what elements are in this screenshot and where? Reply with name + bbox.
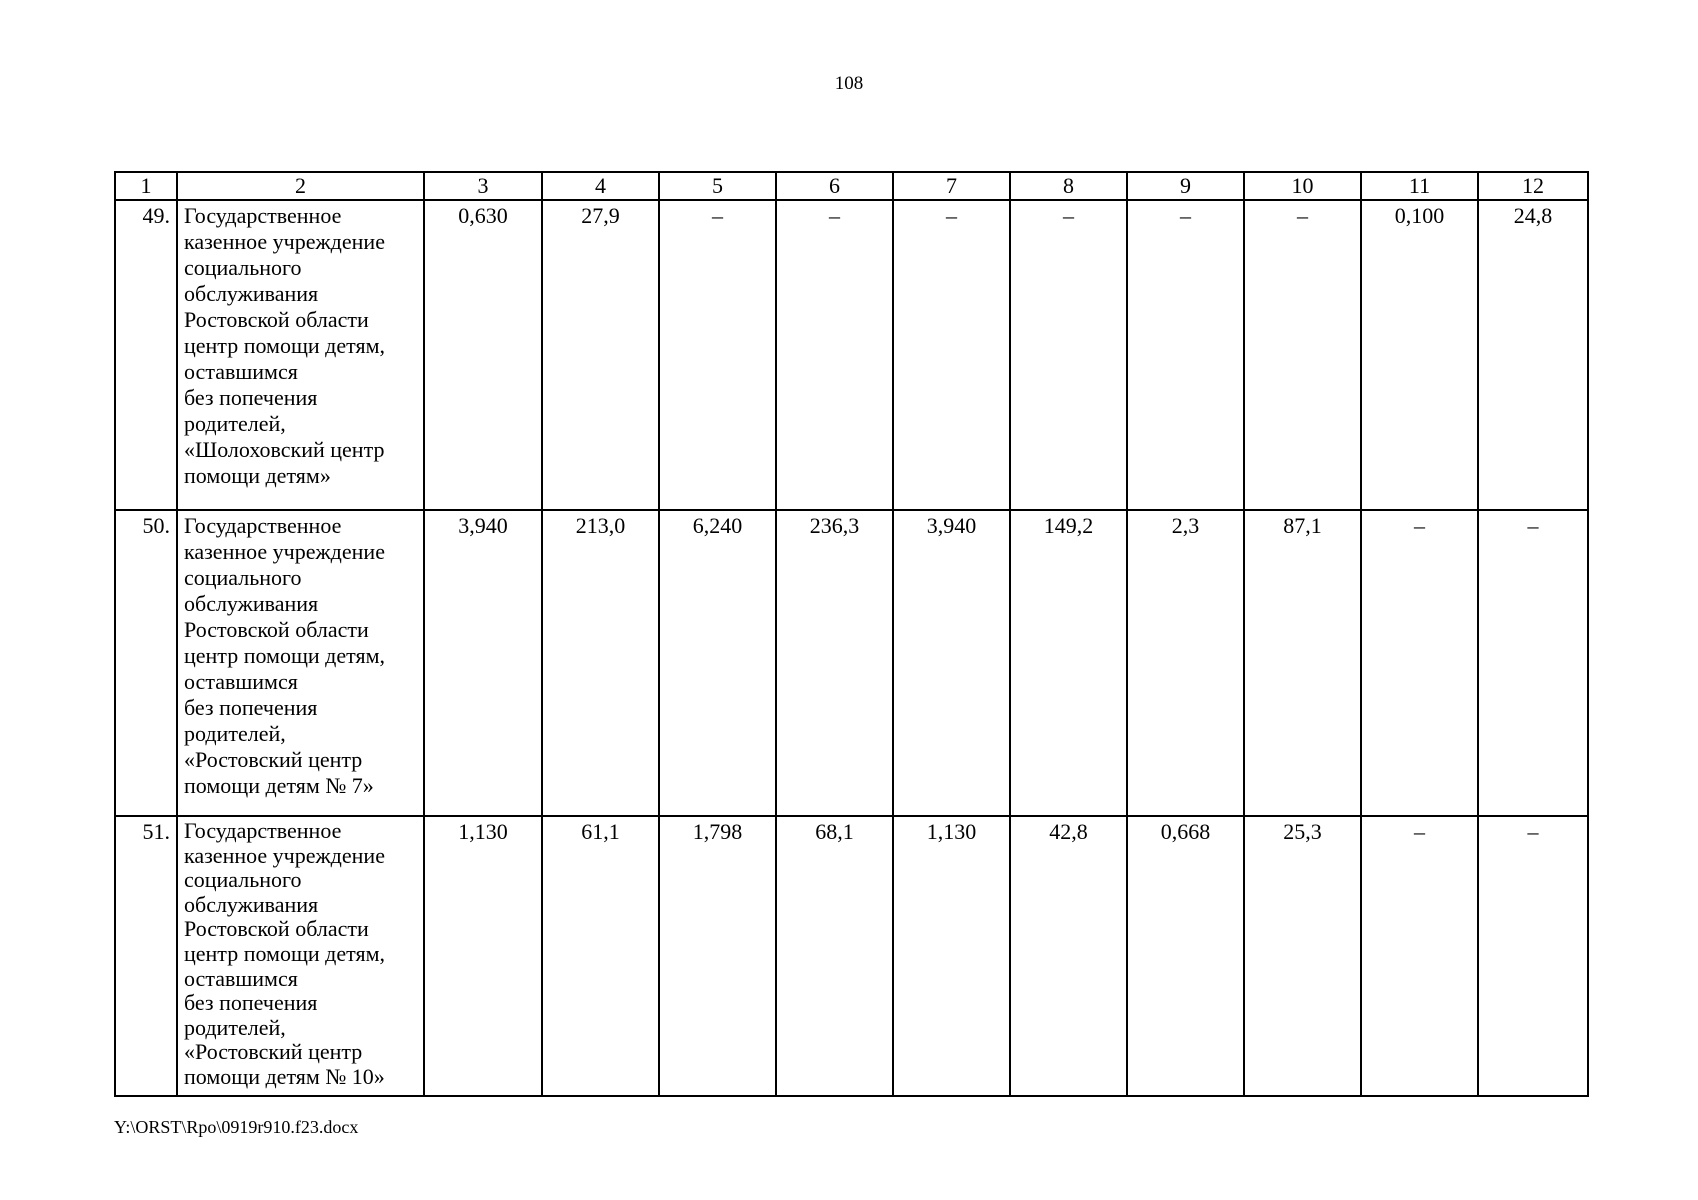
name-line: без попечения — [184, 990, 318, 1016]
table-cell: 0,630 — [424, 200, 542, 510]
name-line: «Ростовский центр — [184, 747, 363, 772]
name-line: без попечения — [184, 385, 318, 410]
name-line: центр помощи детям, — [184, 643, 386, 668]
name-line: родителей, — [184, 721, 286, 746]
name-line: центр помощи детям, — [184, 940, 386, 966]
table-cell: 42,8 — [1010, 816, 1127, 1096]
name-line: Государственное — [184, 818, 342, 843]
table-cell: 27,9 — [542, 200, 659, 510]
table-cell: 0,668 — [1127, 816, 1244, 1096]
table-cell: 3,940 — [893, 510, 1010, 816]
name-line: помощи детям № 7» — [184, 773, 374, 798]
table-cell: – — [893, 200, 1010, 510]
name-line: казенное учреждение — [184, 539, 385, 564]
name-line: социального — [184, 255, 302, 280]
table-cell: 149,2 — [1010, 510, 1127, 816]
name-line: социального — [184, 565, 302, 590]
table-cell: 2,3 — [1127, 510, 1244, 816]
table-row — [115, 510, 1588, 816]
name-line: родителей, — [184, 411, 286, 436]
institution-name — [177, 510, 424, 816]
column-number: 7 — [893, 172, 1010, 200]
name-line: «Ростовский центр — [184, 1039, 363, 1065]
table-cell: – — [659, 200, 776, 510]
table-cell: 68,1 — [776, 816, 893, 1096]
name-line: Государственное — [184, 203, 342, 228]
column-number: 5 — [659, 172, 776, 200]
table-row — [115, 200, 1588, 510]
name-line: социального — [184, 867, 302, 893]
row-number: 50. — [115, 510, 177, 816]
file-path-footer: Y:\ORST\Rpo\0919r910.f23.docx — [114, 1117, 359, 1137]
institution-name — [177, 200, 424, 510]
name-line: помощи детям» — [184, 463, 331, 488]
table-cell: – — [1361, 816, 1478, 1096]
name-line: центр помощи детям, — [184, 333, 386, 358]
table-cell: – — [776, 200, 893, 510]
column-number: 9 — [1127, 172, 1244, 200]
row-number: 51. — [115, 816, 177, 1096]
table-row — [115, 816, 1588, 1096]
name-line: Государственное — [184, 513, 342, 538]
name-line: казенное учреждение — [184, 229, 385, 254]
column-number: 2 — [177, 172, 424, 200]
table-cell: 3,940 — [424, 510, 542, 816]
name-line: «Шолоховский центр — [184, 437, 385, 462]
name-line: оставшимся — [184, 669, 298, 694]
column-number: 4 — [542, 172, 659, 200]
table-cell: – — [1478, 816, 1588, 1096]
name-line: Ростовской области — [184, 916, 369, 942]
name-line: Ростовской области — [184, 307, 369, 332]
table-cell: 87,1 — [1244, 510, 1361, 816]
row-number: 49. — [115, 200, 177, 510]
name-line: оставшимся — [184, 359, 298, 384]
data-table — [114, 171, 1589, 1097]
name-line: помощи детям № 10» — [184, 1063, 385, 1089]
name-line: обслуживания — [184, 891, 319, 917]
table-cell: – — [1478, 510, 1588, 816]
table-cell: 236,3 — [776, 510, 893, 816]
table-cell: 213,0 — [542, 510, 659, 816]
institution-name — [177, 816, 424, 1096]
table-cell: – — [1127, 200, 1244, 510]
table-cell: 25,3 — [1244, 816, 1361, 1096]
column-number: 6 — [776, 172, 893, 200]
name-line: обслуживания — [184, 591, 319, 616]
column-number-row — [115, 172, 1588, 200]
table-cell: 24,8 — [1478, 200, 1588, 510]
table-cell: 1,798 — [659, 816, 776, 1096]
table-cell: 0,100 — [1361, 200, 1478, 510]
table-cell: – — [1361, 510, 1478, 816]
column-number: 12 — [1478, 172, 1588, 200]
column-number: 8 — [1010, 172, 1127, 200]
page-number: 108 — [834, 73, 864, 94]
column-number: 10 — [1244, 172, 1361, 200]
table-cell: 6,240 — [659, 510, 776, 816]
name-line: родителей, — [184, 1014, 286, 1040]
name-line: без попечения — [184, 695, 318, 720]
name-line: Ростовской области — [184, 617, 369, 642]
name-line: обслуживания — [184, 281, 319, 306]
column-number: 11 — [1361, 172, 1478, 200]
table-cell: 1,130 — [424, 816, 542, 1096]
name-line: оставшимся — [184, 965, 298, 991]
table-cell: 61,1 — [542, 816, 659, 1096]
column-number: 3 — [424, 172, 542, 200]
table-cell: 1,130 — [893, 816, 1010, 1096]
name-line: казенное учреждение — [184, 842, 385, 868]
table-cell: – — [1010, 200, 1127, 510]
table-cell: – — [1244, 200, 1361, 510]
column-number: 1 — [115, 172, 177, 200]
